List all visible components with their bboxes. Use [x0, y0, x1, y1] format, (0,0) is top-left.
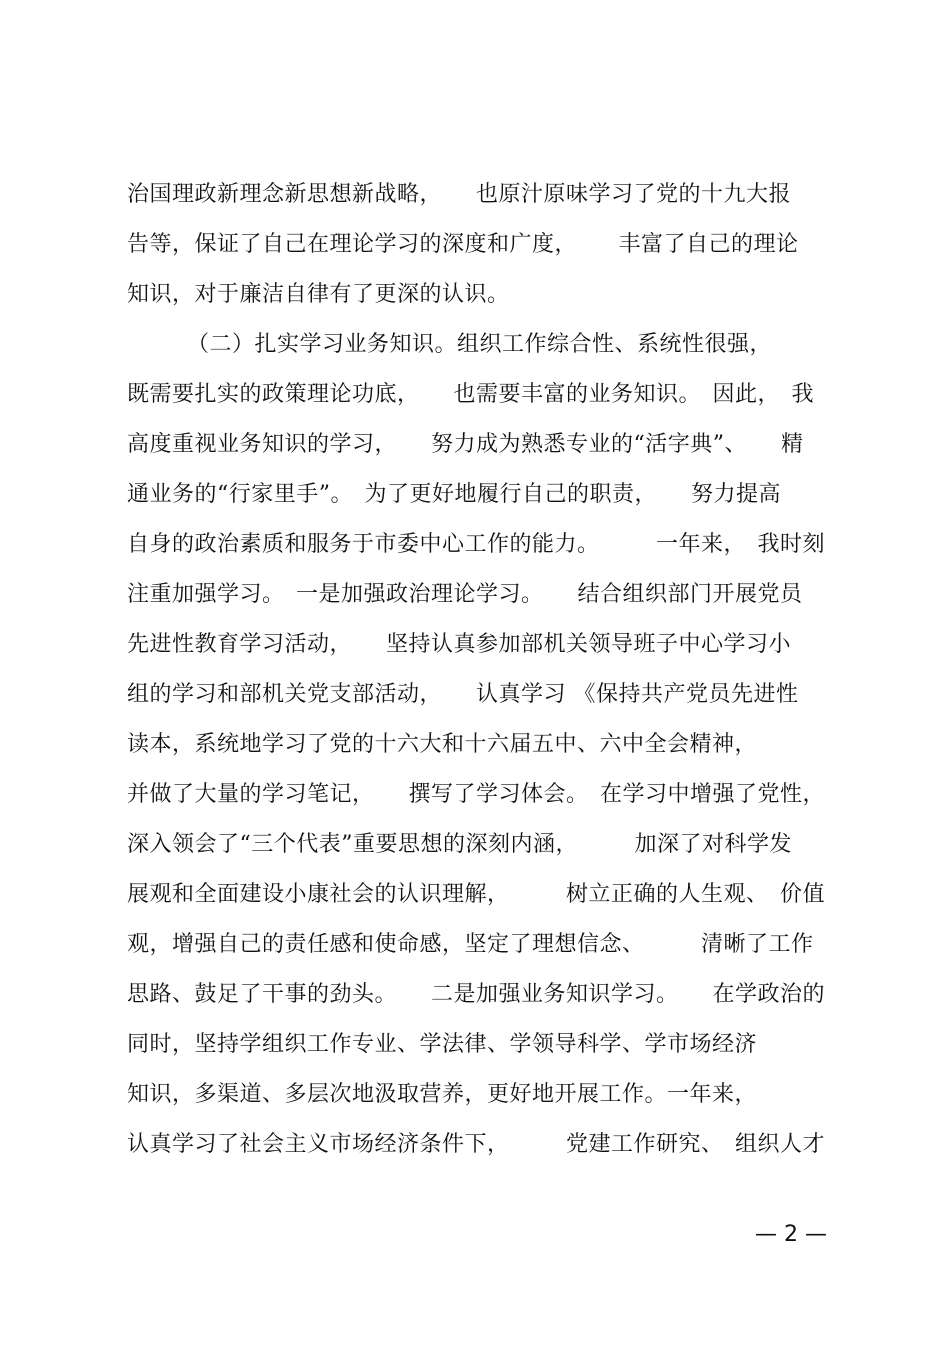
text-line: 观，增强自己的责任感和使命感，坚定了理想信念、 清晰了工作 — [127, 932, 814, 957]
text-line: 思路、鼓足了干事的劲头。 二是加强业务知识学习。 在学政治的 — [127, 982, 826, 1007]
text-line: 既需要扎实的政策理论功底， 也需要丰富的业务知识。 因此， 我 — [127, 382, 815, 407]
text-line: 认真学习了社会主义市场经济条件下， 党建工作研究、 组织人才 — [127, 1132, 826, 1157]
text-line: 组的学习和部机关党支部活动， 认真学习 《保持共产党员先进性 — [127, 682, 799, 707]
text-line: 通业务的“行家里手”。 为了更好地履行自己的职责， 努力提高 — [127, 482, 781, 507]
text-line: 自身的政治素质和服务于市委中心工作的能力。 一年来， 我时刻 — [127, 532, 826, 557]
text-line: 治国理政新理念新思想新战略， 也原汁原味学习了党的十九大报 — [127, 182, 792, 207]
text-line: 知识，多渠道、多层次地汲取营养，更好地开展工作。一年来， — [127, 1082, 758, 1107]
text-line: 深入领会了“三个代表”重要思想的深刻内涵， 加深了对科学发 — [127, 832, 792, 857]
text-line: 高度重视业务知识的学习， 努力成为熟悉专业的“活字典”、 精 — [127, 432, 804, 457]
text-line: 读本，系统地学习了党的十六大和十六届五中、六中全会精神， — [127, 732, 758, 757]
text-line: 同时，坚持学组织工作专业、学法律、学领导科学、学市场经济 — [127, 1032, 758, 1057]
text-line: 先进性教育学习活动， 坚持认真参加部机关领导班子中心学习小 — [127, 632, 792, 657]
text-line: 知识，对于廉洁自律有了更深的认识。 — [127, 282, 510, 307]
text-line: 注重加强学习。 一是加强政治理论学习。 结合组织部门开展党员 — [127, 582, 803, 607]
text-line: 并做了大量的学习笔记， 撰写了学习体会。 在学习中增强了党性， — [127, 782, 826, 807]
text-line: 展观和全面建设小康社会的认识理解， 树立正确的人生观、 价值 — [127, 882, 826, 907]
paragraph-heading-line: （二）扎实学习业务知识。组织工作综合性、系统性很强， — [187, 332, 773, 357]
page-number: — 2 — — [755, 1222, 827, 1247]
text-line: 告等，保证了自己在理论学习的深度和广度， 丰富了自己的理论 — [127, 232, 799, 257]
